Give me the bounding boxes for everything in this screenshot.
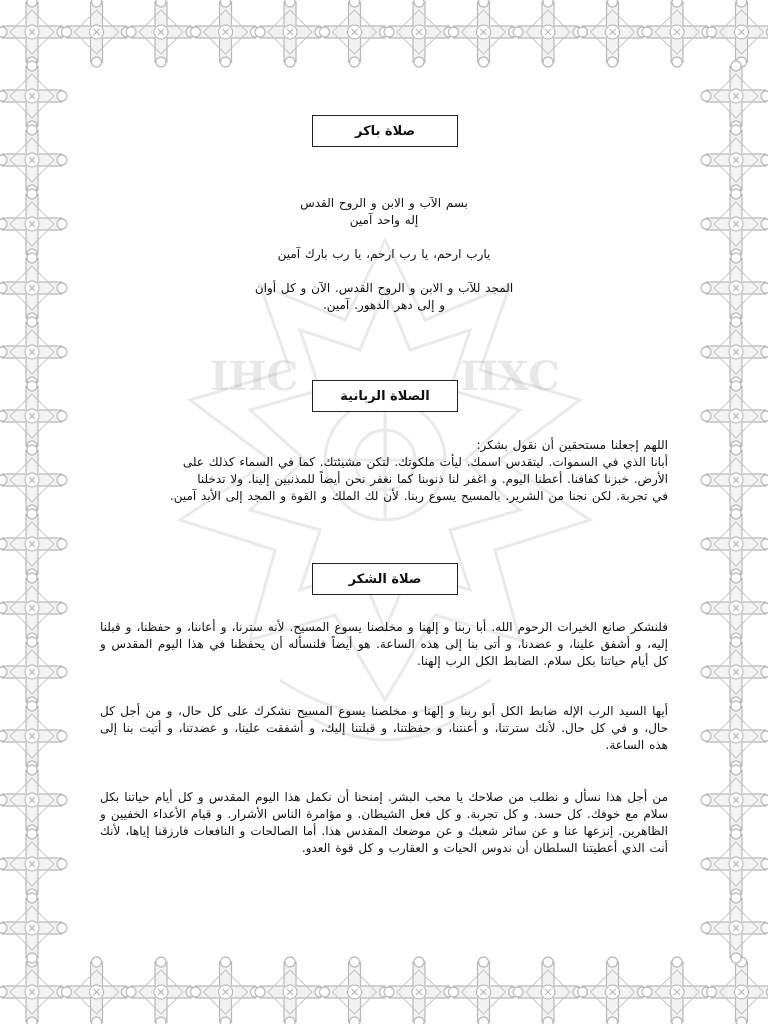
border-cross-tile <box>701 445 768 515</box>
prayer-page <box>100 0 668 1024</box>
border-cross-tile <box>701 829 768 899</box>
border-cross-tile <box>701 125 768 195</box>
spacer <box>160 263 608 280</box>
watermark-left-letters: IHC <box>210 353 299 400</box>
border-cross-tile <box>707 957 768 1024</box>
border-cross-tile <box>0 317 67 387</box>
text-line: و إلى دهر الدهور. آمين. <box>322 298 446 312</box>
border-cross-tile <box>0 573 67 643</box>
border-cross-tile <box>0 765 67 835</box>
border-cross-tile <box>0 189 67 259</box>
border-cross-tile <box>0 637 67 707</box>
border-cross-tile <box>701 61 768 131</box>
text-line: اللهم إجعلنا مستحقين أن نقول بشكر: <box>476 438 668 452</box>
border-cross-tile <box>701 317 768 387</box>
border-cross-tile <box>701 189 768 259</box>
border-cross-tile <box>701 701 768 771</box>
opening-prayer <box>160 195 608 314</box>
border-cross-tile <box>0 509 67 579</box>
watermark-right-letters: ΠXC <box>460 353 560 400</box>
thanksgiving-paragraph-1: فلنشكر صانع الخيرات الرحوم الله. أبا ربنا و إلهنا و مخلصنا يسوع المسيح. لأنه سترنا، و أعاننا، و حفظنا، و قبلنا إليه، و أشفق علينا، و عضدنا، و أتى بنا إلى هذه الساعة. هو أيضاً فلنسأله أن يحفظنا في هذا اليوم المقدس و كل أيام حياتنا بكل سلام. الضابط الكل الرب إلهنا. <box>100 620 668 668</box>
border-cross-tile <box>701 381 768 451</box>
section-title-baker: صلاة باكر <box>312 115 458 147</box>
border-cross-tile <box>0 125 67 195</box>
border-cross-tile <box>0 0 67 67</box>
thanksgiving-paragraph-2: أيها السيد الرب الإله ضابط الكل أبو ربنا و إلهنا و مخلصنا يسوع المسيح نشكرك على كل حال، و من أجل كل حال، و في كل حال. لأنك سترتنا، و أعنتنا، و حفظتنا، و قبلتنا إليك، و أشفقت علينا، و عضدتنا، و أتيت بنا إلى هذه الساعة. <box>100 704 668 752</box>
text-line: يارب ارحم، يا رب ارحم، يا رب بارك آمين <box>277 247 491 261</box>
text-line: بسم الآب و الابن و الروح القدس <box>300 196 468 210</box>
border-cross-tile <box>0 701 67 771</box>
border-cross-tile <box>0 893 67 963</box>
border-cross-tile <box>701 637 768 707</box>
border-cross-tile <box>0 381 67 451</box>
text-line: المجد للآب و الابن و الروح القدس. الآن و كل أوان <box>254 281 514 295</box>
border-cross-tile <box>701 253 768 323</box>
border-cross-tile <box>0 253 67 323</box>
section-title-lords-prayer: الصلاة الربانية <box>312 380 458 412</box>
border-cross-tile <box>701 765 768 835</box>
section-title-thanksgiving: صلاة الشكر <box>312 563 458 595</box>
border-cross-tile <box>0 957 67 1024</box>
border-cross-tile <box>0 61 67 131</box>
border-cross-tile <box>701 893 768 963</box>
border-cross-tile <box>701 573 768 643</box>
border-cross-tile <box>0 445 67 515</box>
spacer <box>160 229 608 246</box>
text-line: إله واحد آمين <box>349 213 419 227</box>
border-cross-tile <box>707 0 768 67</box>
border-cross-tile <box>701 509 768 579</box>
thanksgiving-paragraph-3: من أجل هذا نسأل و نطلب من صلاحك يا محب البشر. إمنحنا أن نكمل هذا اليوم المقدس و كل أيام حياتنا بكل سلام مع خوفك. كل حسد. و كل تجربة. و كل فعل الشيطان. و مؤامرة الناس الأشرار. و قيام الأعداء الخفيين و الظاهرين. إنزعها عنا و عن سائر شعبك و عن موضعك المقدس هذا. أما الصالحات و النافعات فارزقنا إياها، لأنك أنت الذي أعطيتنا السلطان أن ندوس الحيات و العقارب و كل قوة العدو. <box>100 790 668 855</box>
text-line: أبانا الذي في السموات. ليتقدس اسمك. ليأت ملكوتك. لتكن مشيئتك. كما في السماء كذلك على <box>182 455 668 469</box>
text-line: في تجربة. لكن نجنا من الشرير. بالمسيح يسوع ربنا. لأن لك الملك و القوة و المجد إلى الأبد آمين. <box>169 489 668 503</box>
text-line: الأرض. خبزنا كفافنا. أعطنا اليوم. و اغفر لنا ذنوبنا كما نغفر نحن أيضاً للمذنبين إلينا. ولا تدخلنا <box>197 472 668 486</box>
lords-prayer-text <box>100 437 668 505</box>
border-cross-tile <box>0 829 67 899</box>
